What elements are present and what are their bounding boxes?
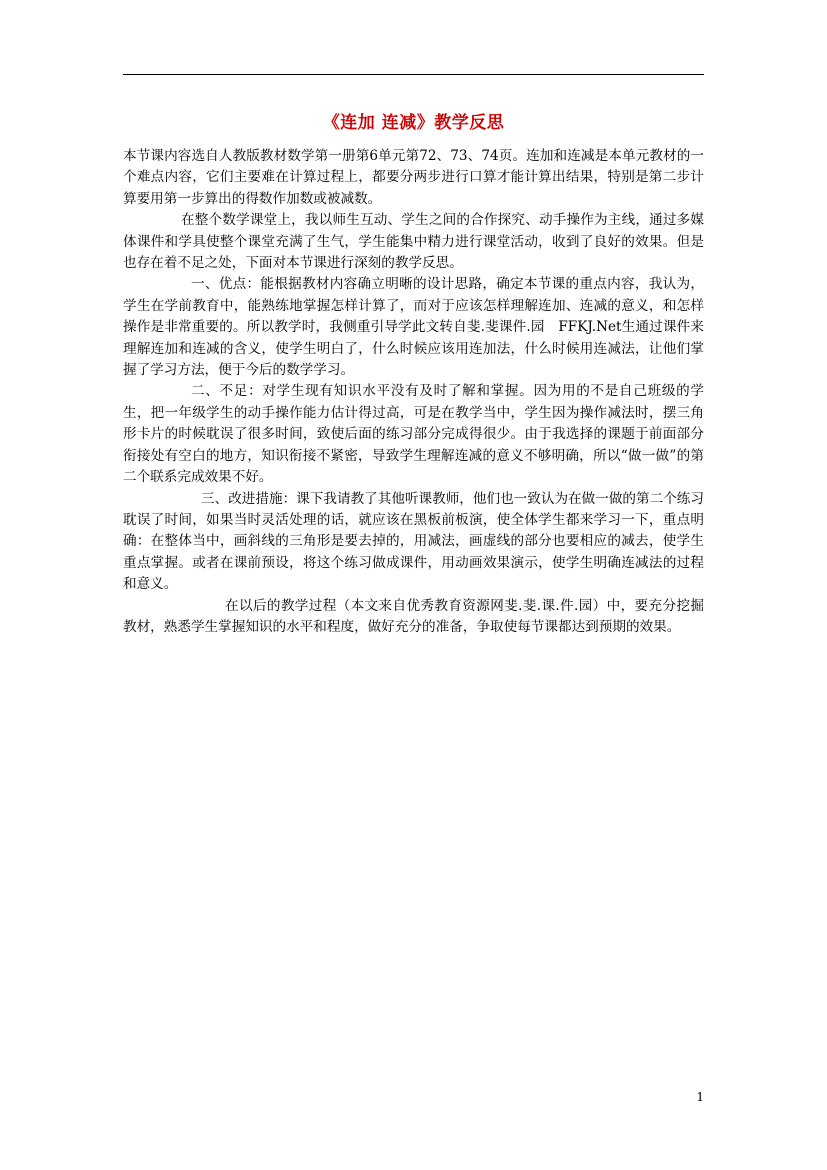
document-body [123,146,704,638]
paragraph-conclusion: 在以后的教学过程（本文来自优秀教育资源网斐.斐.课.件.园）中，要充分挖掘教材，熟悉学生掌握知识的水平和程度，做好充分的准备，争取使每节课都达到预期的效果。 [123,597,704,635]
page-number: 1 [696,1090,704,1104]
header-rule [123,74,704,75]
paragraph-overview: 在整个数学课堂上，我以师生互动、学生之间的合作探究、动手操作为主线，通过多媒体课件和学具使整个课堂充满了生气，学生能集中精力进行课堂活动，收到了良好的效果。但是也存在着不足之处，下面对本节课进行深刻的教学反思。 [123,212,704,272]
paragraph-weaknesses: 二、不足：对学生现有知识水平没有及时了解和掌握。因为用的不是自己班级的学生，把一年级学生的动手操作能力估计得过高，可是在教学当中，学生因为操作减法时，摆三角形卡片的时候耽误了很多时间，致使后面的练习部分完成得很少。由于我选择的课题于前面部分衔接处有空白的地方，知识衔接不紧密，导致学生理解连减的意义不够明确，所以“做一做”的第二个联系完成效果不好。 [123,383,704,486]
paragraph-improvements: 三、改进措施：课下我请教了其他听课教师，他们也一致认为在做一做的第二个练习耽误了时间，如果当时灵活处理的话，就应该在黑板前板演，使全体学生都来学习一下，重点明确：在整体当中，画斜线的三角形是要去掉的，用减法，画虚线的部分也要相应的减去，使学生重点掌握。或者在课前预设，将这个练习做成课件，用动画效果演示，使学生明确连减法的过程和意义。 [123,490,704,593]
paragraph-intro: 本节课内容选自人教版教材数学第一册第6单元第72、73、74页。连加和连减是本单元教材的一个难点内容，它们主要难在计算过程上，都要分两步进行口算才能计算出结果，特别是第二步计算要用第一步算出的得数作加数或被减数。 [123,148,704,207]
paragraph-strengths: 一、优点：能根据教材内容确立明晰的设计思路，确定本节课的重点内容，我认为，学生在学前教育中，能熟练地掌握怎样计算了，而对于应该怎样理解连加、连减的意义，和怎样操作是非常重要的。所以教学时，我侧重引导学此文转自斐.斐课件.园 FFKJ.Net生通过课件来理解连加和连减的含义，使学生明白了，什么时候应该用连加法，什么时候用连减法，让他们掌握了学习方法，便于今后的数学学习。 [123,276,704,379]
document-title: 《连加 连减》教学反思 [322,113,505,133]
